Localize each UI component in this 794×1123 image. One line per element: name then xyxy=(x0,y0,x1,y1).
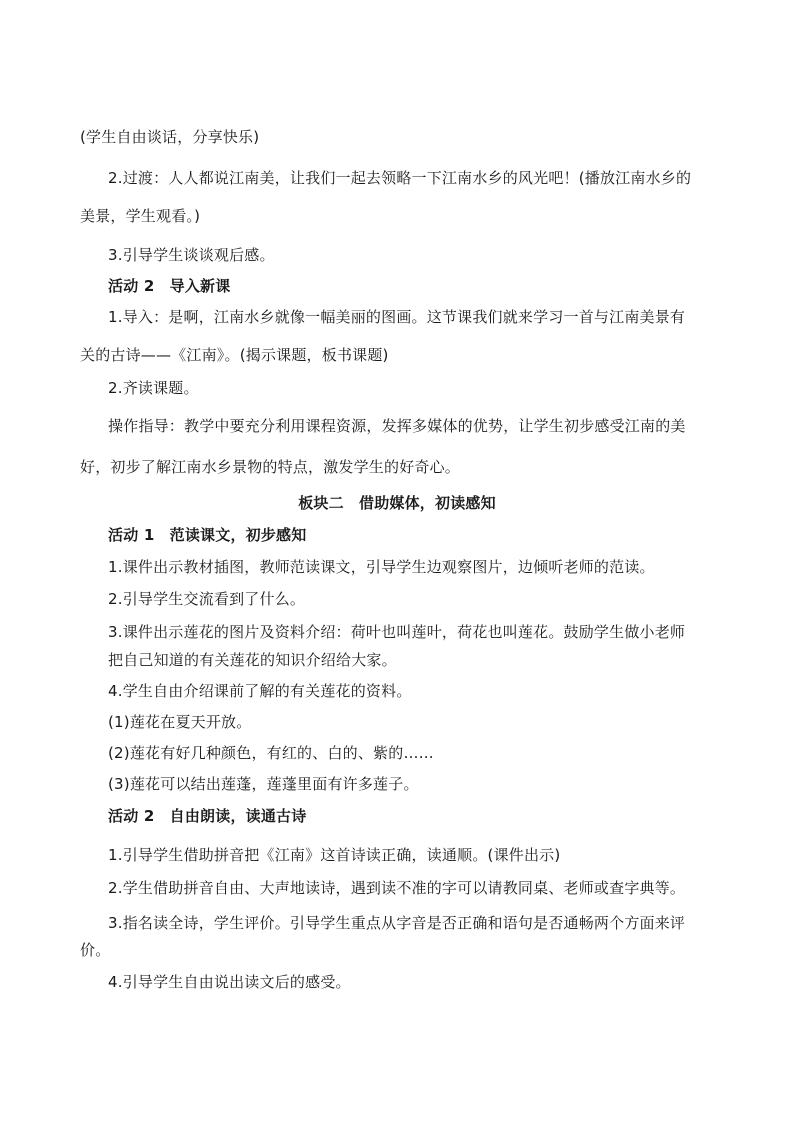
paragraph-line: 2.学生借助拼音自由、大声地读诗，遇到读不准的字可以请教同桌、老师或查字典等。 xyxy=(108,879,686,897)
list-item: (2)莲花有好几种颜色，有红的、白的、紫的…… xyxy=(108,744,434,762)
paragraph-line: 美景，学生观看。) xyxy=(80,207,201,225)
paragraph-line: 1.引导学生借助拼音把《江南》这首诗读正确，读通顺。(课件出示) xyxy=(108,846,561,864)
paragraph-line: 3.引导学生谈谈观后感。 xyxy=(108,246,275,264)
paragraph-line: 3.课件出示莲花的图片及资料介绍：荷叶也叫莲叶，荷花也叫莲花。鼓励学生做小老师 xyxy=(108,623,686,641)
paragraph-line: 1.导入：是啊，江南水乡就像一幅美丽的图画。这节课我们就来学习一首与江南美景有 xyxy=(108,308,686,326)
paragraph-line: 4.学生自由介绍课前了解的有关莲花的资料。 xyxy=(108,682,412,700)
paragraph-line: 2.齐读课题。 xyxy=(108,379,199,397)
activity-heading: 活动 2 自由朗读，读通古诗 xyxy=(108,807,307,825)
activity-heading: 活动 1 范读课文，初步感知 xyxy=(108,526,307,544)
paragraph-line: 1.课件出示教材插图，教师范读课文，引导学生边观察图片，边倾听老师的范读。 xyxy=(108,558,655,576)
list-item: (3)莲花可以结出莲蓬，莲蓬里面有许多莲子。 xyxy=(108,775,419,793)
paragraph-line: 3.指名读全诗，学生评价。引导学生重点从字音是否正确和语句是否通畅两个方面来评 xyxy=(108,914,686,932)
list-item: (1)莲花在夏天开放。 xyxy=(108,713,252,731)
paragraph-line: 把自己知道的有关莲花的知识介绍给大家。 xyxy=(108,651,397,669)
paragraph-line: 关的古诗——《江南》。(揭示课题，板书课题) xyxy=(80,346,389,364)
paragraph-line: 价。 xyxy=(80,941,111,959)
activity-heading: 活动 2 导入新课 xyxy=(108,277,231,295)
section-heading: 板块二 借助媒体，初读感知 xyxy=(298,494,496,512)
guidance-line: 操作指导：教学中要充分利用课程资源，发挥多媒体的优势，让学生初步感受江南的美 xyxy=(108,417,686,435)
paragraph-line: (学生自由谈话，分享快乐) xyxy=(80,128,260,146)
paragraph-line: 2.引导学生交流看到了什么。 xyxy=(108,590,306,608)
paragraph-line: 4.引导学生自由说出读文后的感受。 xyxy=(108,973,351,991)
paragraph-line: 2.过渡：人人都说江南美，让我们一起去领略一下江南水乡的风光吧！(播放江南水乡的 xyxy=(108,169,692,187)
paragraph-line: 好，初步了解江南水乡景物的特点，激发学生的好奇心。 xyxy=(80,458,461,476)
